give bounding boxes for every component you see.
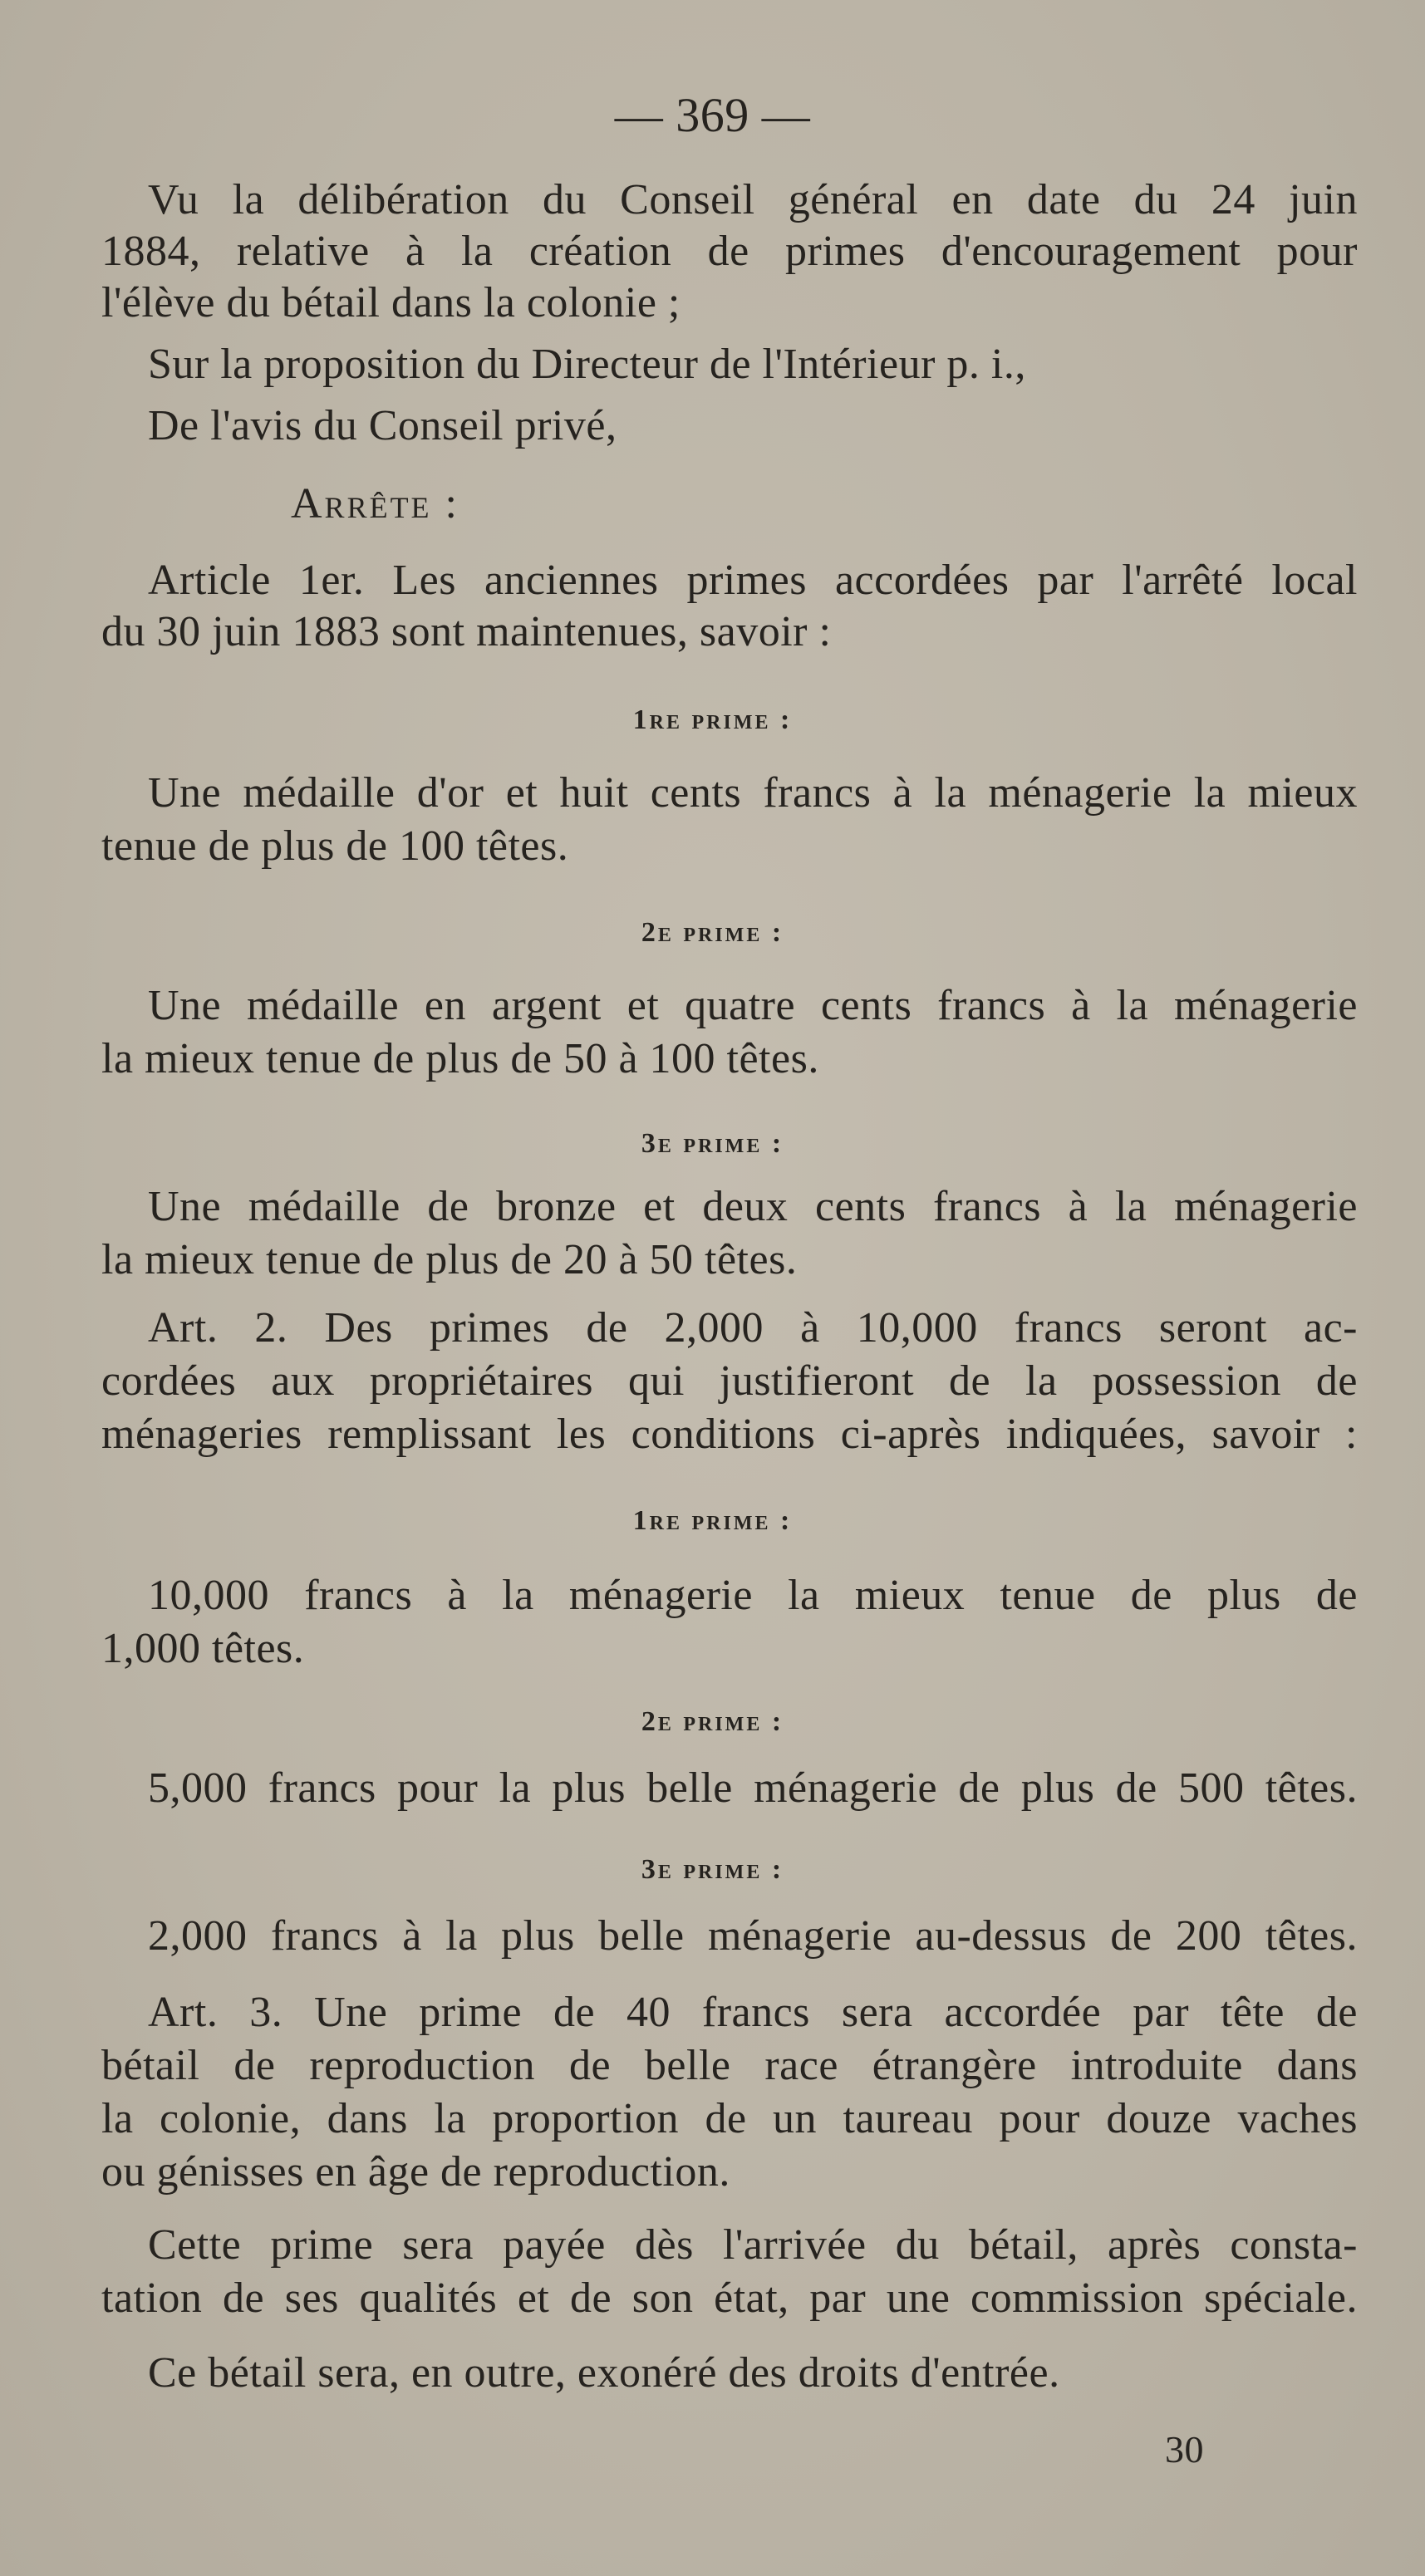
text-line: Sur la proposition du Directeur de l'Intérieur p. i., (148, 341, 1026, 388)
text-line: ou génisses en âge de reproduction. (101, 2148, 730, 2196)
text-line: 5,000 francs pour la plus belle ménagerie de plus de 500 têtes. (148, 1764, 1358, 1812)
text-line: l'élève du bétail dans la colonie ; (101, 279, 681, 326)
text-line: Une médaille en argent et quatre cents francs à la ménagerie (148, 982, 1358, 1029)
text-line: du 30 juin 1883 sont maintenues, savoir : (101, 608, 832, 655)
text-line: Article 1er. Les anciennes primes accordées par l'arrêté local (148, 557, 1358, 604)
text-line: bétail de reproduction de belle race étrangère introduite dans (101, 2042, 1358, 2089)
prime-heading: 1re prime : (632, 704, 793, 735)
text-line: tation de ses qualités et de son état, par une commission spéciale. (101, 2274, 1358, 2322)
prime-heading: 2e prime : (641, 1706, 784, 1737)
text-line: De l'avis du Conseil privé, (148, 402, 617, 449)
prime-heading: 1re prime : (632, 1505, 793, 1536)
text-line: la colonie, dans la proportion de un taureau pour douze vaches (101, 2095, 1358, 2142)
text-line: 10,000 francs à la ménagerie la mieux tenue de plus de (148, 1572, 1358, 1619)
page-number: — 369 — (614, 88, 811, 142)
text-line: la mieux tenue de plus de 50 à 100 têtes. (101, 1035, 819, 1082)
text-line: cordées aux propriétaires qui justifieront de la possession de (101, 1357, 1358, 1405)
signature-mark: 30 (1165, 2428, 1204, 2471)
text-line: 2,000 francs à la plus belle ménagerie au-dessus de 200 têtes. (148, 1912, 1358, 1960)
prime-heading: 3e prime : (641, 1854, 784, 1885)
text-line: Une médaille de bronze et deux cents francs à la ménagerie (148, 1183, 1358, 1230)
text-line: Art. 2. Des primes de 2,000 à 10,000 francs seront ac- (148, 1304, 1358, 1352)
prime-heading: 3e prime : (641, 1128, 784, 1159)
text-line: Une médaille d'or et huit cents francs à la ménagerie la mieux (148, 769, 1358, 817)
text-line: Vu la délibération du Conseil général en date du 24 juin (148, 176, 1358, 223)
text-line: la mieux tenue de plus de 20 à 50 têtes. (101, 1236, 798, 1283)
text-line: Art. 3. Une prime de 40 francs sera accordée par tête de (148, 1989, 1358, 2036)
prime-heading: 2e prime : (641, 917, 784, 948)
text-line: ménageries remplissant les conditions ci-après indiquées, savoir : (101, 1411, 1358, 1458)
text-line: Ce bétail sera, en outre, exonéré des droits d'entrée. (148, 2349, 1060, 2397)
text-line: 1884, relative à la création de primes d'encouragement pour (101, 228, 1358, 275)
text-line: 1,000 têtes. (101, 1625, 305, 1672)
arrete-heading: Arrête : (291, 480, 459, 527)
text-line: Cette prime sera payée dès l'arrivée du bétail, après consta- (148, 2221, 1358, 2269)
text-line: tenue de plus de 100 têtes. (101, 822, 569, 870)
